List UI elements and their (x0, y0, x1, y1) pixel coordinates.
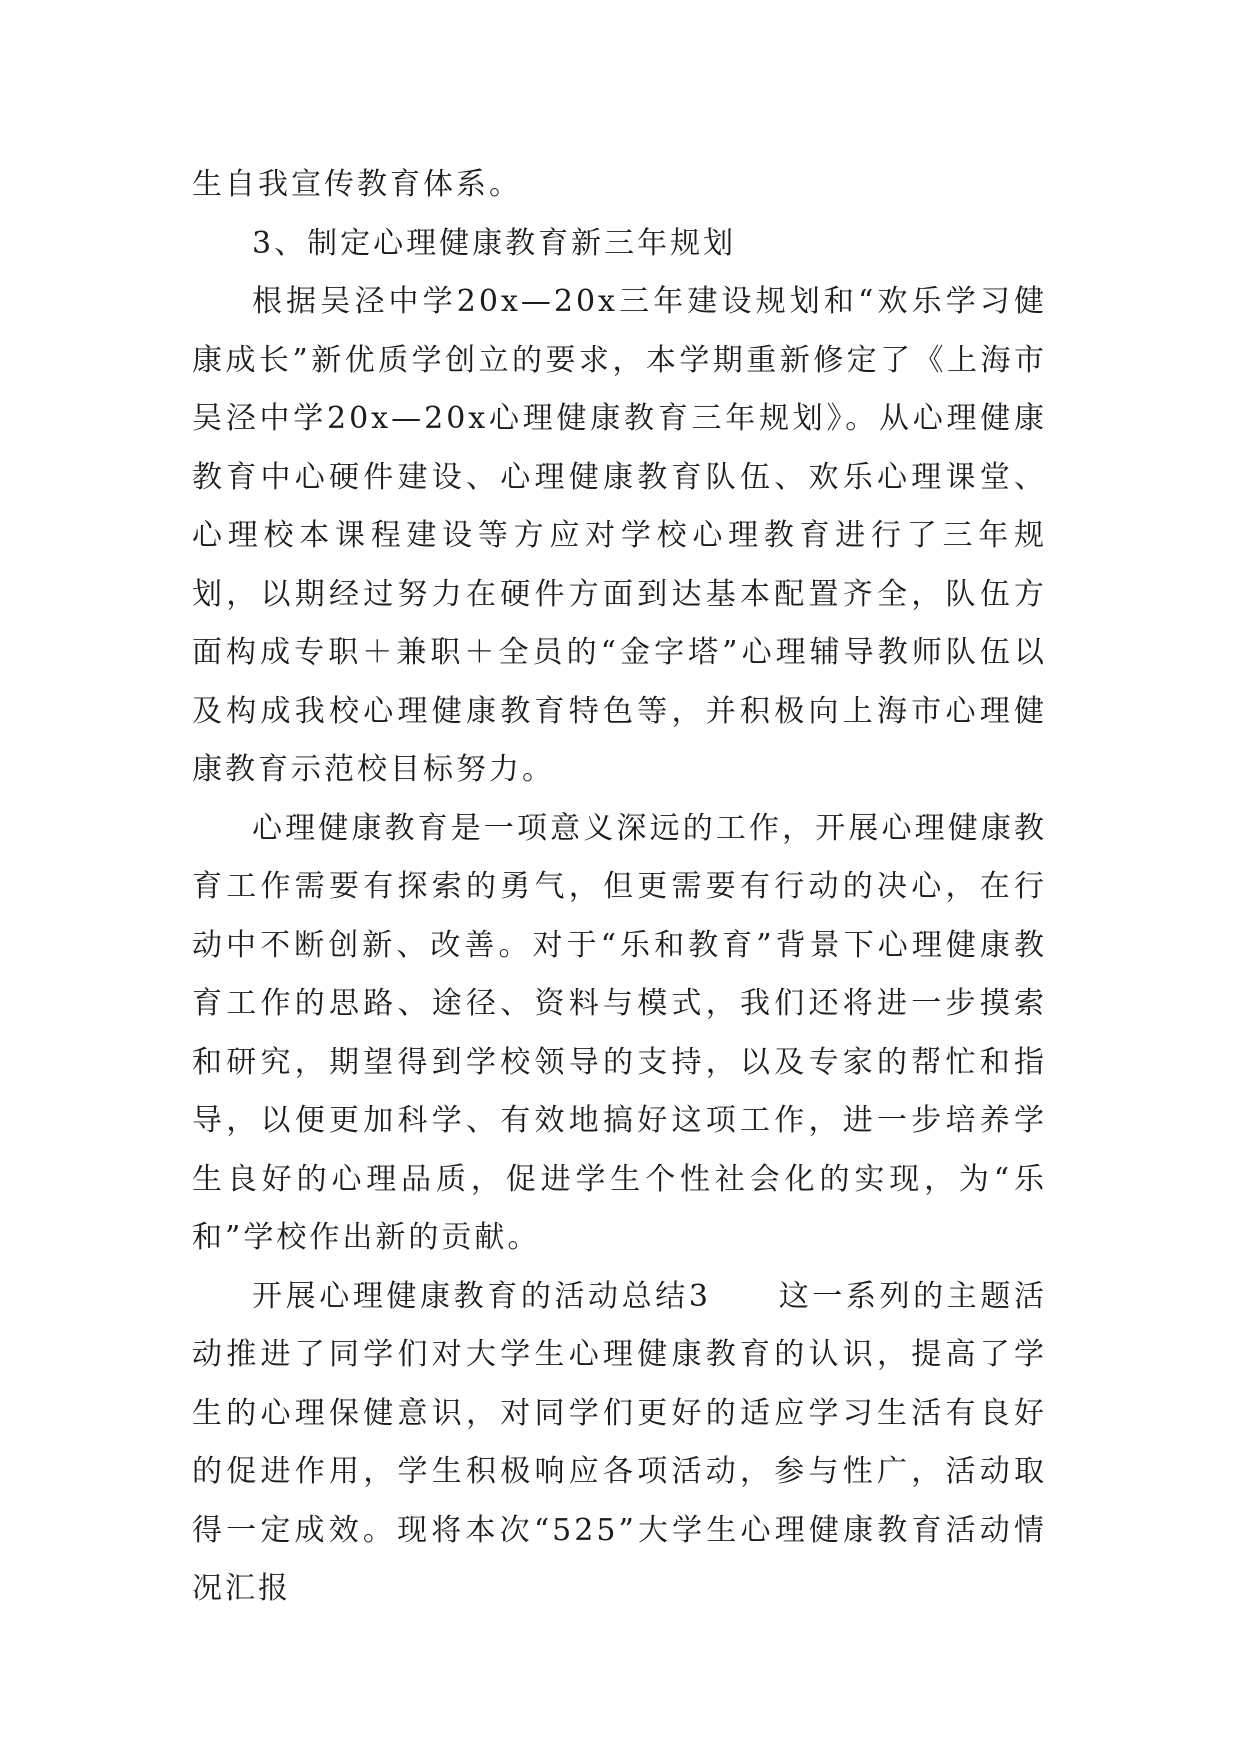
paragraph-continuation: 生自我宣传教育体系。 (192, 167, 522, 202)
document-page (192, 156, 1047, 1619)
paragraph-summary-3: 开展心理健康教育的活动总结3 这一系列的主题活动推进了同学们对大学生心理健康教育的认识，提高了学生的心理保健意识，对同学们更好的适应学习生活有良好的促进作用，学生积极响应各项活动，参与性广，活动取得一定成效。现将本次“525”大学生心理健康教育活动情况汇报 (192, 1278, 1047, 1606)
section-heading: 3、制定心理健康教育新三年规划 (252, 225, 737, 261)
paragraph-plan: 根据吴泾中学20x—20x三年建设规划和“欢乐学习健康成长”新优质学创立的要求，本学期重新修定了《上海市吴泾中学20x—20x心理健康教育三年规划》。从心理健康教育中心硬件建设、心理健康教育队伍、欢乐心理课堂、心理校本课程建设等方应对学校心理教育进行了三年规划，以期经过努力在硬件方面到达基本配置齐全，队伍方面构成专职＋兼职＋全员的“金字塔”心理辅导教师队伍以及构成我校心理健康教育特色等，并积极向上海市心理健康教育示范校目标努力。 (192, 284, 1047, 787)
paragraph-significance: 心理健康教育是一项意义深远的工作，开展心理健康教育工作需要有探索的勇气，但更需要有行动的决心，在行动中不断创新、改善。对于“乐和教育”背景下心理健康教育工作的思路、途径、资料与模式，我们还将进一步摸索和研究，期望得到学校领导的支持，以及专家的帮忙和指导，以便更加科学、有效地搞好这项工作，进一步培养学生良好的心理品质，促进学生个性社会化的实现，为“乐和”学校作出新的贡献。 (192, 810, 1047, 1255)
